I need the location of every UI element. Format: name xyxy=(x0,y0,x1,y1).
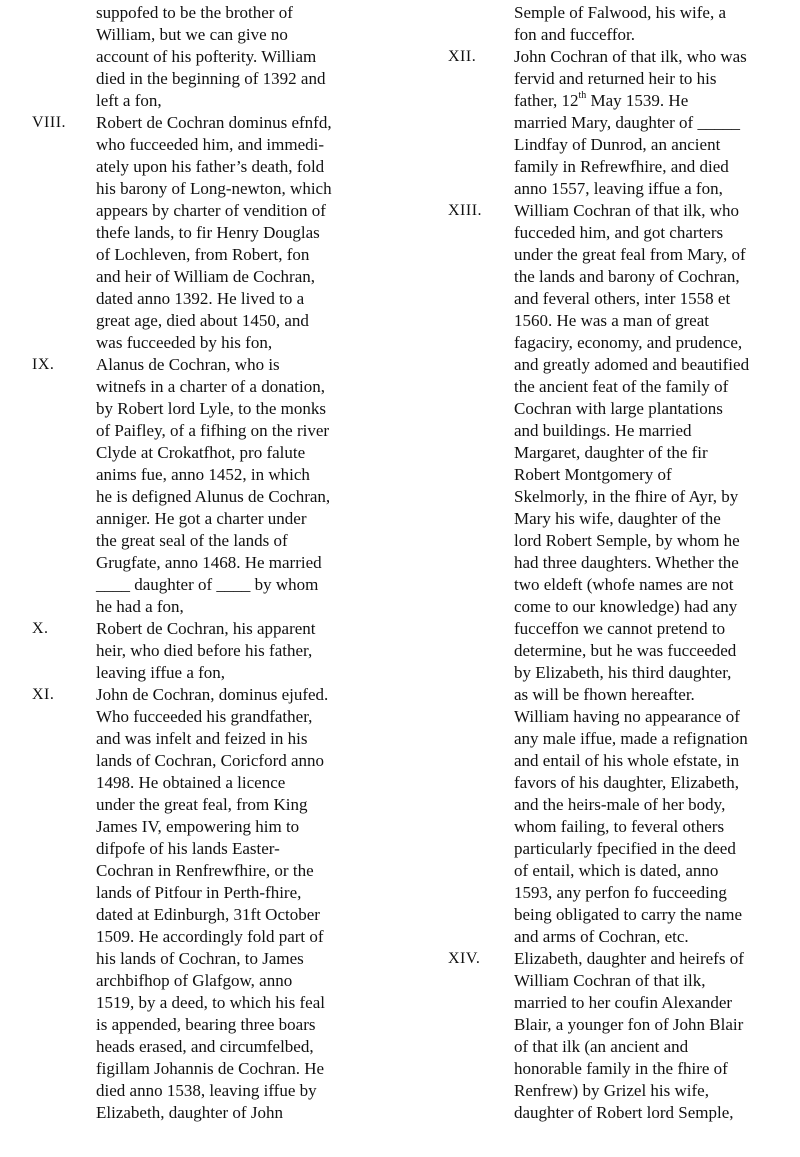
text-line: daughter of Robert lord Semple, xyxy=(514,1103,734,1122)
text-line: married to her coufin Alexander xyxy=(514,993,733,1012)
text-line: account of his pofterity. William xyxy=(96,47,317,66)
text-line: 1519, by a deed, to which his feal xyxy=(96,993,325,1012)
text-line: married Mary, daughter of _____ xyxy=(514,113,740,132)
text-line: Grugfate, anno 1468. He married xyxy=(96,553,322,572)
text-line: lord Robert Semple, by whom he xyxy=(514,531,740,550)
continuation-paragraph xyxy=(514,2,800,46)
text-line: honorable family in the fhire of xyxy=(514,1059,728,1078)
text-line: ately upon his father’s death, fold xyxy=(96,157,325,176)
text-line: William Cochran of that ilk, xyxy=(514,971,706,990)
text-line: was fucceeded by his fon, xyxy=(96,333,273,352)
text-line: witnefs in a charter of a donation, xyxy=(96,377,325,396)
text-line: suppofed to be the brother of xyxy=(96,3,293,22)
text-line: of that ilk (an ancient and xyxy=(514,1037,689,1056)
text-line: John Cochran of that ilk, who was xyxy=(514,47,747,66)
text-line: Robert de Cochran dominus efnfd, xyxy=(96,113,332,132)
text-line: William Cochran of that ilk, who xyxy=(514,201,739,220)
text-line: who fucceeded him, and immedi- xyxy=(96,135,325,154)
text-line: Elizabeth, daughter and heirefs of xyxy=(514,949,744,968)
text-line: being obligated to carry the name xyxy=(514,905,742,924)
text-line: lands of Pitfour in Perth-fhire, xyxy=(96,883,302,902)
text-line: appears by charter of vendition of xyxy=(96,201,326,220)
text-line: Elizabeth, daughter of John xyxy=(96,1103,283,1122)
text-line: lands of Cochran, Coricford anno xyxy=(96,751,325,770)
text-line: James IV, empowering him to xyxy=(96,817,300,836)
generation-numeral: XII. xyxy=(448,48,477,65)
text-line: of entail, which is dated, anno xyxy=(514,861,719,880)
text-line: any male iffue, made a refignation xyxy=(514,729,748,748)
text-line: and the heirs-male of her body, xyxy=(514,795,726,814)
text-line: Cochran with large plantations xyxy=(514,399,723,418)
text-line: is appended, bearing three boars xyxy=(96,1015,316,1034)
generation-numeral: IX. xyxy=(32,356,55,373)
text-line: dated at Edinburgh, 31ft October xyxy=(96,905,320,924)
text-line: his barony of Long-newton, which xyxy=(96,179,332,198)
text-line: family in Refrewfhire, and died xyxy=(514,157,729,176)
text-line: anims fue, anno 1452, in which xyxy=(96,465,310,484)
text-line: Renfrew) by Grizel his wife, xyxy=(514,1081,709,1100)
text-line: had three daughters. Whether the xyxy=(514,553,739,572)
text-line: as will be fhown hereafter. xyxy=(514,685,695,704)
text-line: 1509. He accordingly fold part of xyxy=(96,927,324,946)
text-line: by Robert lord Lyle, to the monks xyxy=(96,399,326,418)
text-line: and heir of William de Cochran, xyxy=(96,267,315,286)
text-line: heads erased, and circumfelbed, xyxy=(96,1037,314,1056)
left-column xyxy=(32,2,396,1124)
text-line: archbifhop of Glafgow, anno xyxy=(96,971,293,990)
genealogy-entry xyxy=(448,200,800,948)
text-line: heir, who died before his father, xyxy=(96,641,313,660)
text-line: 1593, any perfon fo fucceeding xyxy=(514,883,727,902)
text-line: Lindfay of Dunrod, an ancient xyxy=(514,135,721,154)
text-line: by Elizabeth, his third daughter, xyxy=(514,663,732,682)
text-line: fagaciry, economy, and prudence, xyxy=(514,333,743,352)
text-line: Semple of Falwood, his wife, a xyxy=(514,3,726,22)
text-line: Clyde at Crokatfhot, pro falute xyxy=(96,443,306,462)
text-line: William having no appearance of xyxy=(514,707,740,726)
text-line: his lands of Cochran, to James xyxy=(96,949,304,968)
ordinal-suffix: th xyxy=(578,90,587,101)
generation-numeral: VIII. xyxy=(32,114,67,131)
text-line: father, 12th May 1539. He xyxy=(514,90,689,110)
text-line: great age, died about 1450, and xyxy=(96,311,309,330)
text-line: figillam Johannis de Cochran. He xyxy=(96,1059,325,1078)
text-line: the lands and barony of Cochran, xyxy=(514,267,740,286)
text-line: Skelmorly, in the fhire of Ayr, by xyxy=(514,487,739,506)
text-line: Blair, a younger fon of John Blair xyxy=(514,1015,744,1034)
text-line: dated anno 1392. He lived to a xyxy=(96,289,305,308)
text-line: Mary his wife, daughter of the xyxy=(514,509,721,528)
text-line: of Paifley, of a fifhing on the river xyxy=(96,421,330,440)
genealogy-entry xyxy=(32,684,396,1124)
text-line: under the great feal, from King xyxy=(96,795,308,814)
text-line: and entail of his whole efstate, in xyxy=(514,751,740,770)
genealogy-entry xyxy=(448,46,800,200)
text-line: of Lochleven, from Robert, fon xyxy=(96,245,310,264)
text-line: left a fon, xyxy=(96,91,162,110)
generation-numeral: XIV. xyxy=(448,950,481,967)
text-line: and buildings. He married xyxy=(514,421,692,440)
text-line: died in the beginning of 1392 and xyxy=(96,69,326,88)
text-line: anniger. He got a charter under xyxy=(96,509,307,528)
right-column xyxy=(448,2,800,1124)
text-line: leaving iffue a fon, xyxy=(96,663,226,682)
text-line: Cochran in Renfrewfhire, or the xyxy=(96,861,314,880)
text-line: whom failing, to feveral others xyxy=(514,817,725,836)
genealogy-entry xyxy=(448,948,800,1124)
text-line: William, but we can give no xyxy=(96,25,288,44)
text-line: difpofe of his lands Easter- xyxy=(96,839,280,858)
text-line: and feveral others, inter 1558 et xyxy=(514,289,731,308)
text-line: and was infelt and feized in his xyxy=(96,729,308,748)
text-line: Who fucceeded his grandfather, xyxy=(96,707,313,726)
text-line: anno 1557, leaving iffue a fon, xyxy=(514,179,723,198)
generation-numeral: XI. xyxy=(32,686,55,703)
text-line: 1560. He was a man of great xyxy=(514,311,709,330)
text-line: under the great feal from Mary, of xyxy=(514,245,746,264)
text-line: particularly fpecified in the deed xyxy=(514,839,736,858)
genealogy-entry xyxy=(32,112,396,354)
text-line: two eldeft (whofe names are not xyxy=(514,575,734,594)
text-line: Margaret, daughter of the fir xyxy=(514,443,708,462)
genealogy-entry xyxy=(32,354,396,618)
text-line: thefe lands, to fir Henry Douglas xyxy=(96,223,320,242)
text-line: and greatly adomed and beautified xyxy=(514,355,750,374)
genealogy-entry xyxy=(32,618,396,684)
text-line: Robert Montgomery of xyxy=(514,465,672,484)
generation-numeral: XIII. xyxy=(448,202,483,219)
text-line: ____ daughter of ____ by whom xyxy=(96,575,319,594)
text-line: the ancient feat of the family of xyxy=(514,377,729,396)
text-line: Alanus de Cochran, who is xyxy=(96,355,280,374)
text-line: the great seal of the lands of xyxy=(96,531,288,550)
continuation-paragraph xyxy=(96,2,396,112)
text-line: come to our knowledge) had any xyxy=(514,597,738,616)
text-line: he had a fon, xyxy=(96,597,184,616)
text-line: favors of his daughter, Elizabeth, xyxy=(514,773,739,792)
text-line: Robert de Cochran, his apparent xyxy=(96,619,316,638)
text-line: died anno 1538, leaving iffue by xyxy=(96,1081,317,1100)
text-line: and arms of Cochran, etc. xyxy=(514,927,689,946)
text-line: fervid and returned heir to his xyxy=(514,69,717,88)
generation-numeral: X. xyxy=(32,620,49,637)
text-line: fucceffon we cannot pretend to xyxy=(514,619,726,638)
text-line: fucceded him, and got charters xyxy=(514,223,724,242)
text-line: he is defigned Alunus de Cochran, xyxy=(96,487,331,506)
text-line: fon and fucceffor. xyxy=(514,25,635,44)
text-line: John de Cochran, dominus ejufed. xyxy=(96,685,329,704)
text-line: 1498. He obtained a licence xyxy=(96,773,286,792)
text-line: determine, but he was fucceeded xyxy=(514,641,737,660)
